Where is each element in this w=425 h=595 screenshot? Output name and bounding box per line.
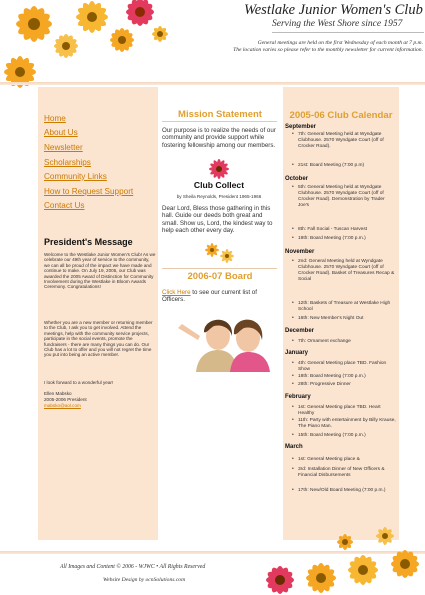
header-rule: [272, 32, 424, 33]
board-title: 2006-07 Board: [187, 271, 253, 282]
calendar-title: 2005-06 Club Calendar: [289, 110, 393, 121]
gerbera-flower-icon: [208, 158, 230, 180]
daisy-cluster-mid: [200, 240, 240, 268]
month-heading: September: [285, 124, 317, 130]
daisy-flower-icon: [4, 0, 168, 88]
calendar-event: • 8th: Fall Social - Tuscan Harvest: [298, 227, 397, 233]
month-heading: February: [285, 394, 311, 400]
president-message-p2: Whether you are a new member or returning member to the Club, I ask you to get involved. Attend the meetings, help with the community service projects, participate in the social events, promote the fundraisers - there are many things you can do. Our Club has a lot to offer and you will not regret the time you put into being an active member.: [44, 320, 153, 358]
site-title: Westlake Junior Women's Club: [244, 2, 423, 18]
footer-credit: Website Design by ocnSolutions.com: [103, 577, 186, 583]
month-heading: November: [285, 249, 315, 255]
top-divider: [0, 82, 425, 85]
site-subtitle: Serving the West Shore since 1957: [272, 19, 403, 29]
calendar-event: • 21st: Board Meeting (7:00 p.m): [298, 163, 397, 169]
month-heading: March: [285, 444, 303, 450]
board-text-rest: to see our current list of Officers.: [162, 289, 257, 304]
calendar-event: • 28th: Progressive Dinner: [298, 382, 397, 388]
board-text: [162, 289, 276, 304]
calendar-event: • 16th: New Member's Night Out: [298, 316, 397, 322]
club-collect-title: Club Collect: [193, 180, 245, 190]
president-name: Ellen Mabsko: [44, 391, 72, 396]
nav-home[interactable]: Home: [44, 114, 66, 123]
calendar-event: • 17th: New/Old Board Meeting (7:00 p.m.): [298, 488, 397, 494]
board-click-here-link[interactable]: Click Here: [162, 289, 191, 296]
nav-newsletter[interactable]: Newsletter: [44, 143, 83, 152]
calendar-event: • 11th: Party with entertainment by Billy Krause, The Piano Man.: [298, 418, 397, 430]
mission-text: Our purpose is to realize the needs of our community and provide support while fostering fellowship among our members.: [162, 127, 276, 149]
calendar-event: • 7th: General Meeting held at Wyndgate Clubhouse. 2570 Wyndgate Court (off of Crocker Road).: [298, 132, 397, 150]
calendar-event: • 19th: Board Meeting (7:00 p.m.): [298, 236, 397, 242]
calendar-event: • 2nd: General Meeting held at Wyndgate Clubhouse. 2570 Wyndgate Court (off of Crocker Road). Basket of Treasures Recap & Social: [298, 259, 397, 283]
calendar-event: • 5th: General Meeting held at Wyndgate Clubhouse. 2570 Wyndgate Court (off of Crocker Road). Demonstration by Trader Joe's: [298, 185, 397, 209]
nav-contact-us[interactable]: Contact Us: [44, 201, 85, 210]
nav-scholarships[interactable]: Scholarships: [44, 158, 91, 167]
left-sidebar: [38, 87, 158, 540]
calendar-event: • 15th: Board Meeting (7:00 p.m.): [298, 433, 397, 439]
month-heading: December: [285, 328, 315, 334]
mission-rule: [162, 121, 277, 122]
calendar-event: • 18th: Board Meeting (7:00 p.m.): [298, 374, 397, 380]
calendar-event: • 7th: Ornament exchange: [298, 339, 397, 345]
daisy-cluster-bottom-right: [255, 520, 425, 595]
club-collect-text: Dear Lord, Bless those gathering in this hall. Guide our deeds both great and small. Show us, Lord, the kindest way to help each other every day.: [162, 205, 273, 234]
calendar-event: • 3rd: Installation Dinner of New Officers & Financial Disbursements: [298, 467, 397, 479]
nav-community-links[interactable]: Community Links: [44, 172, 107, 181]
president-message-title: President's Message: [44, 237, 133, 247]
mission-title: Mission Statement: [178, 109, 262, 120]
month-heading: October: [285, 176, 309, 182]
calendar-event: • 4th: General Meeting place TBD. Fashion Show: [298, 361, 397, 373]
calendar-event: • 12th: Baskets of Treasure at Westlake High School: [298, 301, 397, 313]
nav-request-support[interactable]: How to Request Support: [44, 187, 134, 196]
meeting-note: General meetings are held on the first Wednesday of each month at 7 p.m.: [257, 40, 423, 46]
footer-copyright: All Images and Content © 2006 - WJWC • All Rights Reserved: [60, 564, 206, 570]
women-photo: [170, 310, 278, 372]
president-message-p3: I look forward to a wonderful year!: [44, 380, 114, 385]
president-role: 2005-2006 President: [44, 397, 87, 402]
nav-about-us[interactable]: About Us: [44, 128, 78, 137]
club-collect-byline: by Sheila Reynolds, President 1965-1966: [176, 194, 262, 199]
president-email-link[interactable]: mabsko@aol.com: [44, 403, 81, 408]
calendar-event: • 1st: General Meeting place TBD. Heart Healthy: [298, 405, 397, 417]
month-heading: January: [285, 350, 309, 356]
calendar-event: • 1st: General Meeting place &: [298, 457, 397, 463]
location-note: The location varies so please refer to the monthly newsletter for current information.: [233, 47, 423, 53]
board-rule: [162, 268, 277, 269]
president-message-p1: Welcome to the Westlake Junior Women's Club! As we celebrate our 49th year of service to the community, we can all be proud of the impact we have made and continue to make. On July 19, 2005, our Club was awarded the 2005 Award of Distinction for Community Involvement during the Westlake in Bloom Awards Ceremony. Congratulations!: [44, 252, 156, 290]
